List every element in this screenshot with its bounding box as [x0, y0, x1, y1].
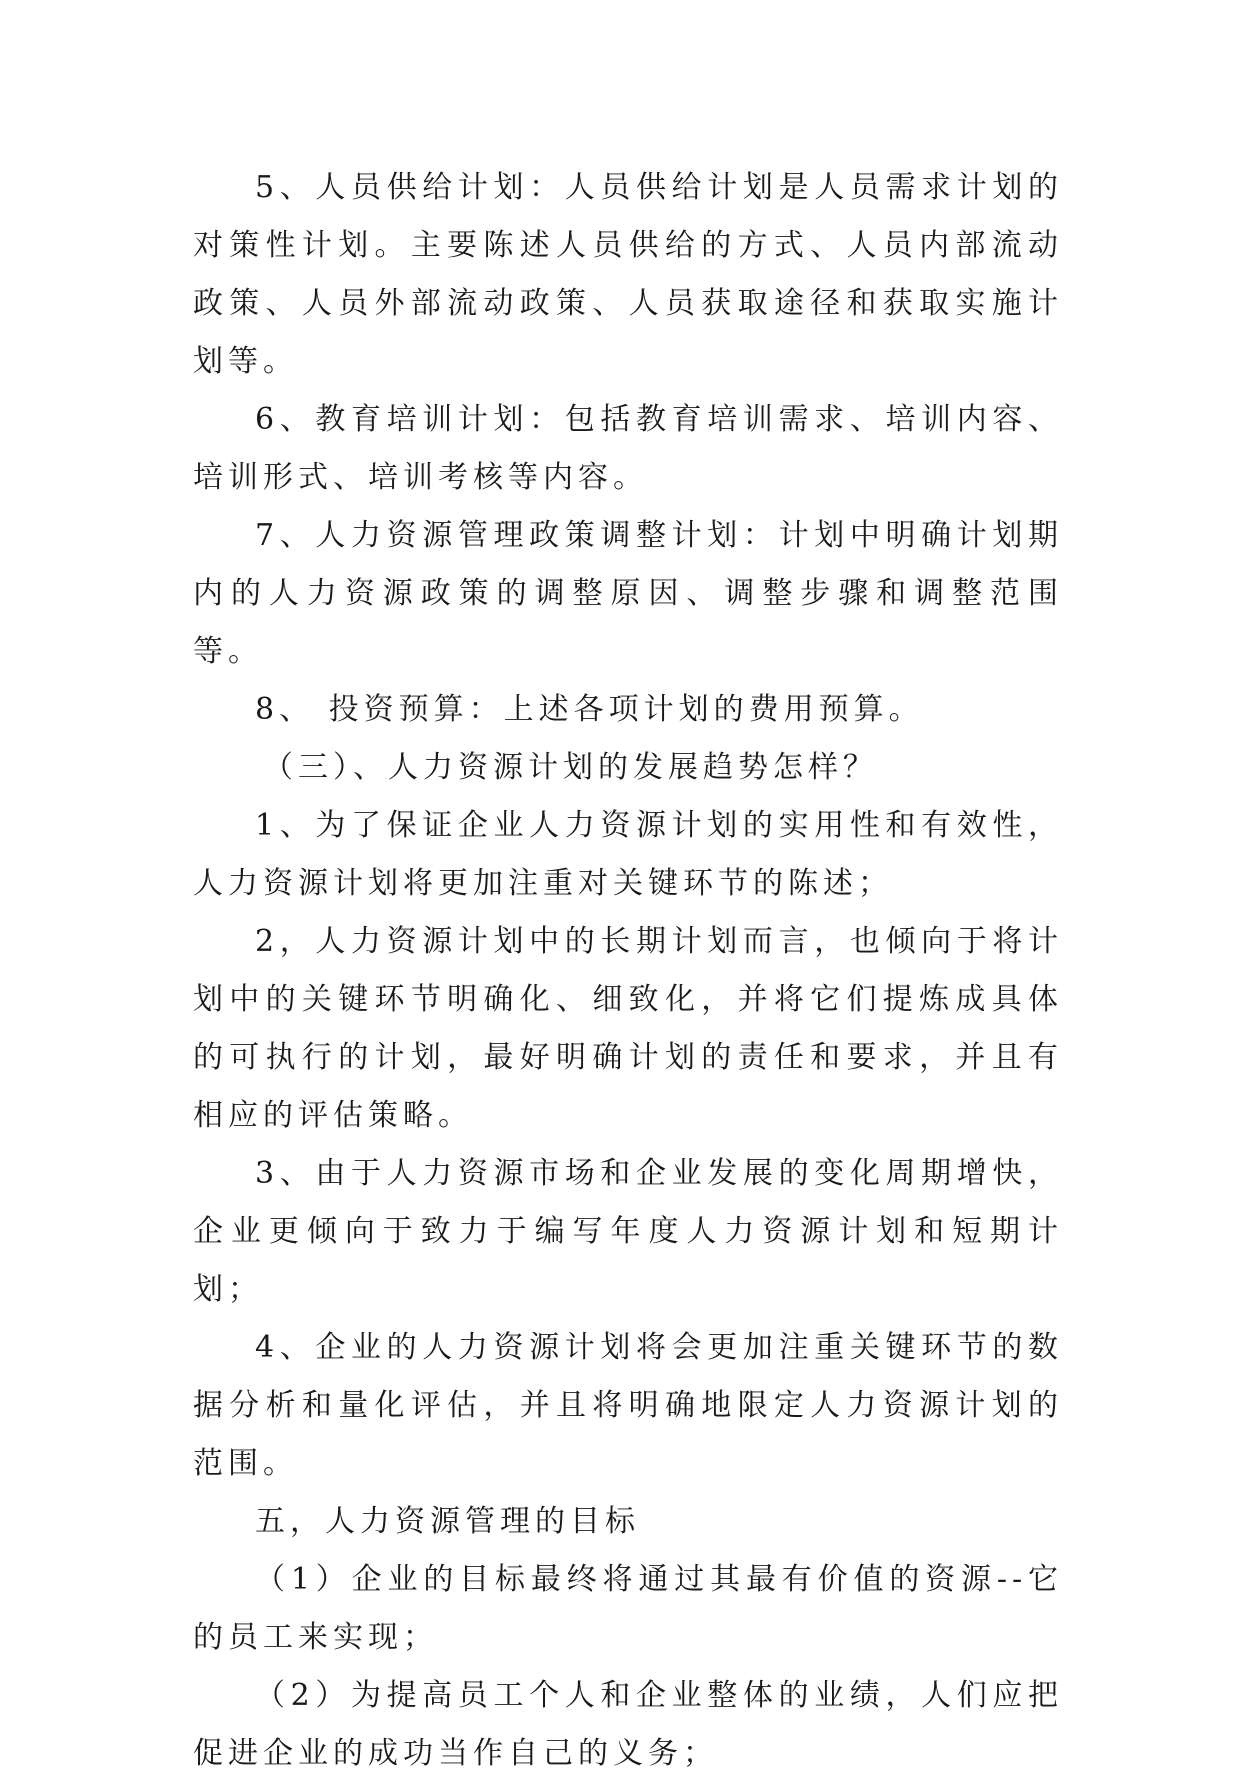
paragraph-trend-1: 1、为了保证企业人力资源计划的实用性和有效性，人力资源计划将更加注重对关键环节的陈述；: [193, 808, 1063, 901]
paragraph-policy-plan: 7、人力资源管理政策调整计划：计划中明确计划期内的人力资源政策的调整原因、调整步骤和调整范围等。: [193, 518, 1063, 669]
section-heading-trends: （三）、人力资源计划的发展趋势怎样？: [263, 750, 878, 785]
paragraph-trend-3: 3、由于人力资源市场和企业发展的变化周期增快，企业更倾向于致力于编写年度人力资源计划和短期计划；: [193, 1156, 1063, 1307]
paragraph-budget: 8、 投资预算：上述各项计划的费用预算。: [255, 692, 924, 727]
paragraph-supply-plan: 5、人员供给计划：人员供给计划是人员需求计划的对策性计划。主要陈述人员供给的方式、人员内部流动政策、人员外部流动政策、人员获取途径和获取实施计划等。: [193, 170, 1063, 379]
paragraph-goal-1: （1）企业的目标最终将通过其最有价值的资源--它的员工来实现；: [193, 1562, 1063, 1655]
paragraph-trend-2: 2，人力资源计划中的长期计划而言，也倾向于将计划中的关键环节明确化、细致化，并将它们提炼成具体的可执行的计划，最好明确计划的责任和要求，并且有相应的评估策略。: [193, 924, 1063, 1133]
paragraph-goal-2: （2）为提高员工个人和企业整体的业绩，人们应把促进企业的成功当作自己的义务；: [193, 1678, 1063, 1771]
paragraph-trend-4: 4、企业的人力资源计划将会更加注重关键环节的数据分析和量化评估，并且将明确地限定人力资源计划的范围。: [193, 1330, 1063, 1481]
paragraph-training-plan: 6、教育培训计划：包括教育培训需求、培训内容、培训形式、培训考核等内容。: [193, 402, 1063, 495]
section-heading-goals: 五，人力资源管理的目标: [255, 1504, 640, 1539]
document-body: [193, 159, 1063, 1783]
